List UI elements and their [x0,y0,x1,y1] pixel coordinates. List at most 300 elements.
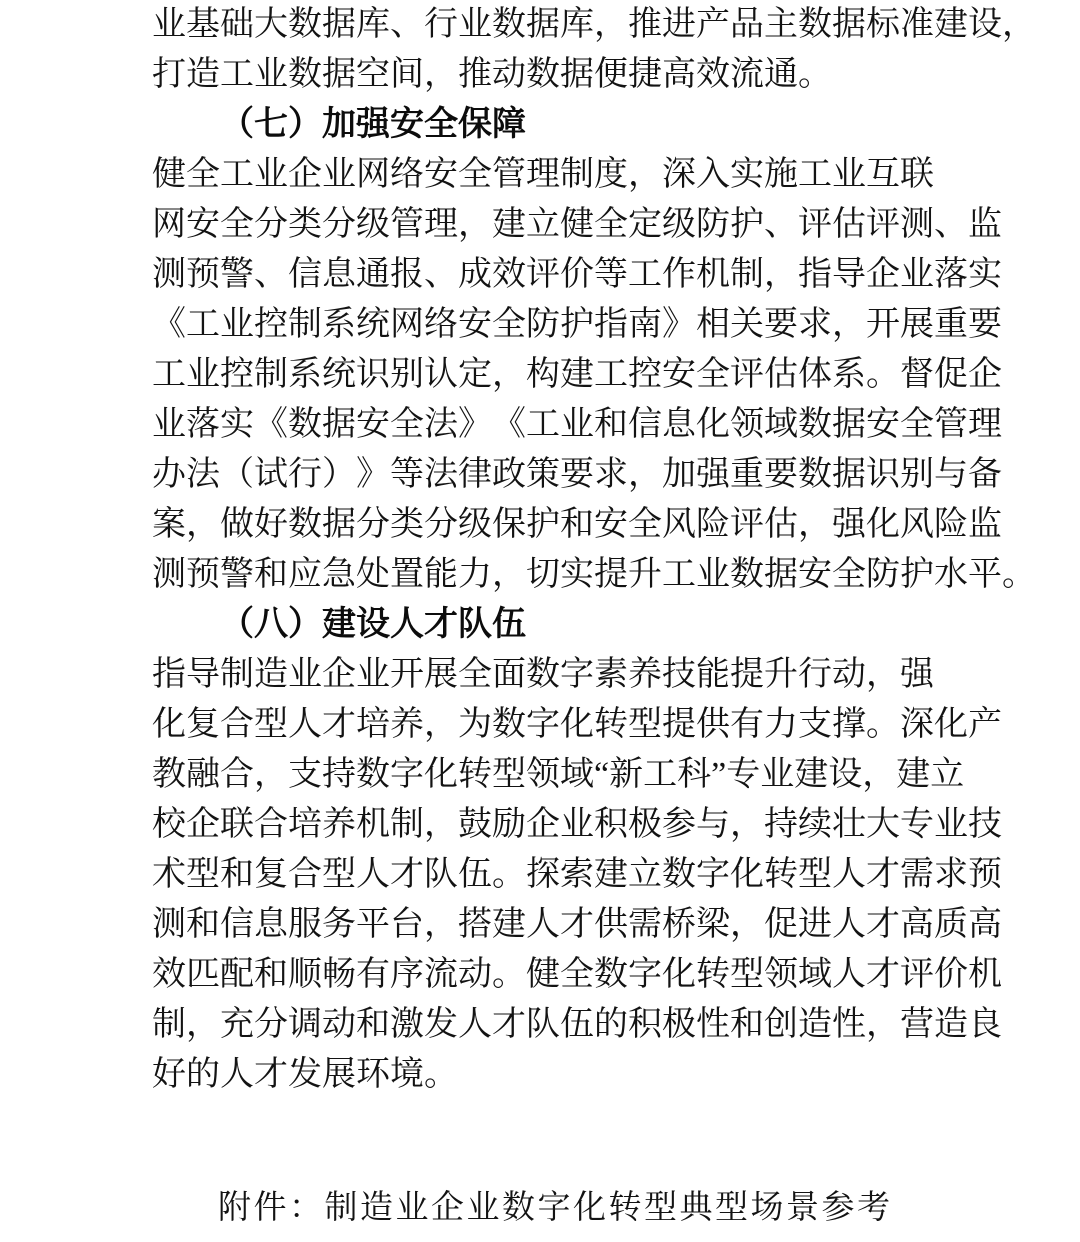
text-glyph: 建 [492,906,526,943]
text-glyph: 安 [424,156,458,193]
text-glyph: “ [594,756,610,793]
text-glyph: 制 [220,656,254,693]
text-glyph: 人 [832,906,866,943]
text-glyph: 提 [662,706,696,743]
text-glyph: 养 [628,656,662,693]
text-glyph: 信 [220,906,254,943]
text-glyph: 壮 [832,806,866,843]
text-glyph: 法 [186,456,220,493]
text-glyph: 策 [526,456,560,493]
text-glyph: 机 [968,956,1002,993]
text-glyph: 动 [458,956,492,993]
text-glyph: 相 [696,306,730,343]
text-glyph: 全 [458,656,492,693]
text-glyph: ， [730,906,764,943]
text-glyph: 机 [356,806,390,843]
text-glyph: 升 [764,656,798,693]
text-glyph: 领 [730,406,764,443]
text-glyph: ， [594,6,628,43]
text-glyph: 业 [288,656,322,693]
text-glyph: 业 [322,156,356,193]
text-glyph: 督 [900,356,934,393]
text-glyph: 评 [900,956,934,993]
text-glyph: 伍 [458,856,492,893]
text-glyph: 作 [662,256,696,293]
text-glyph: 息 [254,906,288,943]
text-glyph: 级 [356,206,390,243]
text-glyph: 化 [424,756,458,793]
text-glyph: 分 [322,206,356,243]
text-glyph: 效 [492,256,526,293]
text-glyph: 工 [628,256,662,293]
text-glyph: 专 [726,756,761,793]
text-glyph: 全 [186,156,220,193]
document-text-column [152,0,1036,1100]
text-glyph: 匹 [186,956,220,993]
text-glyph: 培 [356,706,390,743]
text-line [152,250,1002,300]
text-glyph: 监 [968,506,1002,543]
attachment-reference: 附件：制造业企业数字化转型典型场景参考 [218,1190,893,1226]
text-glyph: 务 [322,906,356,943]
text-glyph: 管 [934,406,968,443]
text-glyph: 数 [798,6,832,43]
text-glyph: 建 [594,856,628,893]
text-glyph: 才 [866,856,900,893]
paragraph-data-space-continued [152,0,1036,100]
text-glyph: 型 [492,756,526,793]
text-glyph: 工 [186,306,220,343]
text-glyph: 效 [152,956,186,993]
text-glyph: 才 [866,956,900,993]
text-glyph: 力 [764,706,798,743]
text-glyph: 络 [390,156,424,193]
text-glyph: 和 [560,506,594,543]
text-glyph: 、 [390,6,424,43]
text-glyph: 业 [900,256,934,293]
text-glyph: 和 [220,856,254,893]
text-glyph: 服 [288,906,322,943]
text-glyph: 队 [424,856,458,893]
text-glyph: 法 [424,406,458,443]
paragraph-talent [152,650,1002,1100]
text-glyph: 数 [798,406,832,443]
text-glyph: 别 [900,456,934,493]
text-glyph: 、 [424,256,458,293]
text-glyph: 据 [526,6,560,43]
text-glyph: 养 [322,806,356,843]
text-glyph: 类 [288,206,322,243]
text-glyph: 据 [322,406,356,443]
text-glyph: 落 [934,256,968,293]
text-glyph: 才 [390,856,424,893]
text-glyph: 健 [526,956,560,993]
text-glyph: 全 [696,356,730,393]
text-glyph: 高 [968,906,1002,943]
text-glyph: 开 [390,656,424,693]
text-glyph: 养 [390,706,424,743]
text-glyph: 字 [390,756,424,793]
text-glyph: 良 [968,1006,1002,1043]
text-line [152,0,1036,50]
text-glyph: 控 [220,356,254,393]
text-glyph: 和 [254,956,288,993]
text-line [152,150,934,200]
text-glyph: 认 [424,356,458,393]
text-glyph: 联 [220,806,254,843]
text-glyph: 有 [356,956,390,993]
text-glyph: 科 [677,756,712,793]
text-glyph: 专 [900,806,934,843]
text-glyph: ） [322,456,356,493]
text-glyph: 指 [798,256,832,293]
text-glyph: 统 [322,356,356,393]
text-glyph: 据 [832,456,866,493]
text-glyph: 全 [458,156,492,193]
section-heading-seven: （七）加强安全保障 [220,106,526,143]
text-line [152,350,1002,400]
text-glyph: 流 [424,956,458,993]
text-glyph: 》 [356,456,390,493]
text-glyph: 复 [254,856,288,893]
text-glyph: 素 [594,656,628,693]
section-heading-eight: （八）建设人才队伍 [220,606,526,643]
text-glyph: 数 [288,406,322,443]
text-line [152,700,1002,750]
text-glyph: 价 [934,956,968,993]
text-glyph: 评 [526,256,560,293]
text-glyph: 和 [186,906,220,943]
text-glyph: 转 [696,956,730,993]
text-glyph: 业 [186,356,220,393]
text-glyph: 序 [390,956,424,993]
text-glyph: 深 [900,706,934,743]
text-glyph: 化 [662,956,696,993]
text-glyph: 业 [560,806,594,843]
text-glyph: 保 [492,506,526,543]
text-glyph: 建 [492,206,526,243]
text-glyph: ， [492,356,526,393]
text-glyph: 施 [764,156,798,193]
text-glyph: 造 [798,1006,832,1043]
text-glyph: 励 [492,806,526,843]
text-glyph: 领 [764,956,798,993]
text-glyph: 工 [152,356,186,393]
text-line [152,400,1002,450]
text-glyph: 校 [152,806,186,843]
text-glyph: 重 [730,456,764,493]
text-glyph: 发 [424,1006,458,1043]
text-glyph: 准 [900,6,934,43]
text-glyph: 产 [968,706,1002,743]
text-glyph: ， [832,306,866,343]
text-glyph: ， [764,256,798,293]
text-glyph: 评 [730,506,764,543]
text-glyph: 、 [764,206,798,243]
text-glyph: 等 [390,456,424,493]
text-glyph: 型 [628,706,662,743]
text-line [152,200,1002,250]
text-glyph: 持 [322,756,356,793]
text-glyph: 畅 [322,956,356,993]
text-glyph: 需 [628,906,662,943]
text-glyph: 的 [594,1006,628,1043]
text-glyph: 识 [866,456,900,493]
text-glyph: 健 [152,156,186,193]
text-glyph: 安 [866,406,900,443]
text-glyph: 业 [220,306,254,343]
text-glyph: 型 [730,956,764,993]
text-glyph: 系 [288,356,322,393]
text-glyph: ， [628,156,662,193]
text-glyph: 教 [152,756,186,793]
text-glyph: 供 [594,906,628,943]
text-glyph: 全 [594,206,628,243]
text-glyph: 业 [760,756,795,793]
text-glyph: 估 [764,356,798,393]
text-glyph: 索 [560,856,594,893]
text-glyph: 加 [662,456,696,493]
text-glyph: 字 [526,706,560,743]
text-glyph: 等 [594,256,628,293]
text-glyph: 监 [968,206,1002,243]
text-glyph: 新 [609,756,644,793]
text-glyph: ， [1002,6,1036,43]
text-line [152,950,1002,1000]
text-glyph: 大 [254,6,288,43]
text-glyph: 转 [594,706,628,743]
text-glyph: 人 [526,906,560,943]
text-glyph: 和 [594,406,628,443]
text-glyph: 库 [560,6,594,43]
text-glyph: 预 [968,856,1002,893]
text-glyph: 求 [934,856,968,893]
text-glyph: 技 [968,806,1002,843]
text-glyph: 评 [798,206,832,243]
text-glyph: 。 [866,706,900,743]
text-glyph: 人 [288,706,322,743]
text-glyph: 梁 [696,906,730,943]
text-line [152,1000,1002,1050]
text-glyph: 测 [900,206,934,243]
text-glyph: 基 [186,6,220,43]
text-glyph: 管 [390,206,424,243]
text-glyph: 性 [696,1006,730,1043]
text-glyph: 鼓 [458,806,492,843]
text-glyph: 信 [628,406,662,443]
text-glyph: 数 [356,756,390,793]
text-glyph: 全 [220,206,254,243]
text-glyph: 人 [832,856,866,893]
text-glyph: 据 [322,6,356,43]
text-glyph: 进 [662,6,696,43]
text-glyph: 息 [662,406,696,443]
text-glyph: 主 [764,6,798,43]
text-glyph: 动 [832,656,866,693]
text-glyph: 安 [594,506,628,543]
text-line: 测预警和应急处置能力，切实提升工业数据安全防护水平。 [152,556,1036,593]
text-glyph: ， [862,756,897,793]
text-glyph: （ [220,456,254,493]
text-glyph: 分 [356,506,390,543]
text-glyph: 系 [832,356,866,393]
text-glyph: 化 [152,706,186,743]
text-glyph: 。 [866,356,900,393]
text-glyph: 需 [900,856,934,893]
text-glyph: 企 [288,156,322,193]
text-glyph: 术 [152,856,186,893]
text-glyph: 护 [526,506,560,543]
text-line [152,800,1002,850]
text-glyph: 《 [254,406,288,443]
text-glyph: 估 [764,506,798,543]
text-glyph: 性 [832,1006,866,1043]
text-glyph: 企 [866,256,900,293]
text-glyph: 通 [356,256,390,293]
text-glyph: ， [424,906,458,943]
text-glyph: 系 [322,306,356,343]
text-glyph: 护 [560,306,594,343]
text-glyph: 造 [934,1006,968,1043]
text-glyph: 指 [594,306,628,343]
text-glyph: ， [186,506,220,543]
text-glyph: ， [254,756,288,793]
text-glyph: 律 [458,456,492,493]
text-glyph: 导 [832,256,866,293]
text-glyph: 建 [560,356,594,393]
text-glyph: 数 [492,706,526,743]
text-glyph: 转 [764,856,798,893]
text-glyph: 制 [288,306,322,343]
text-glyph: 警 [220,256,254,293]
text-glyph: 探 [526,856,560,893]
text-glyph: 创 [764,1006,798,1043]
text-glyph: 支 [288,756,322,793]
text-line [152,750,965,800]
text-glyph: 政 [492,456,526,493]
text-glyph: 识 [356,356,390,393]
text-glyph: 调 [288,1006,322,1043]
text-glyph: 业 [560,406,594,443]
text-glyph: 营 [900,1006,934,1043]
text-glyph: 与 [934,456,968,493]
text-glyph: 建 [934,6,968,43]
text-glyph: 《 [152,306,186,343]
text-glyph: 供 [696,706,730,743]
text-glyph: 合 [254,806,288,843]
text-glyph: ， [424,706,458,743]
text-glyph: 实 [220,406,254,443]
text-line [152,650,934,700]
text-glyph: 开 [866,306,900,343]
text-glyph: 导 [186,656,220,693]
text-glyph: 险 [934,506,968,543]
text-glyph: 质 [934,906,968,943]
text-glyph: 强 [832,506,866,543]
text-glyph: 、 [254,256,288,293]
text-glyph: 。 [492,956,526,993]
text-glyph: 要 [560,456,594,493]
text-glyph: 立 [628,856,662,893]
text-glyph: 安 [356,406,390,443]
text-glyph: 型 [186,856,220,893]
text-glyph: 要 [764,456,798,493]
text-glyph: 型 [798,856,832,893]
text-glyph: 管 [492,156,526,193]
text-glyph: 估 [832,206,866,243]
text-glyph: 造 [254,656,288,693]
text-glyph: 库 [356,6,390,43]
text-glyph: 化 [934,706,968,743]
text-glyph: 息 [322,256,356,293]
text-glyph: 备 [968,456,1002,493]
text-glyph: 极 [628,806,662,843]
text-glyph: 案 [152,506,186,543]
text-glyph: 积 [628,1006,662,1043]
text-glyph: 信 [288,256,322,293]
text-glyph: 全 [900,406,934,443]
text-glyph: 数 [798,456,832,493]
text-glyph: 试 [254,456,288,493]
text-glyph: ， [458,206,492,243]
text-glyph: 参 [662,806,696,843]
text-glyph: 强 [900,656,934,693]
text-glyph: 全 [492,306,526,343]
text-glyph: 平 [356,906,390,943]
text-glyph: 建 [794,756,829,793]
text-glyph: 数 [594,956,628,993]
text-glyph: 面 [492,656,526,693]
text-glyph: 合 [220,706,254,743]
text-glyph: 建 [896,756,931,793]
text-glyph: 护 [730,206,764,243]
text-glyph: 行 [424,6,458,43]
text-glyph: 化 [696,406,730,443]
text-glyph: 字 [628,956,662,993]
text-glyph: 《 [492,406,526,443]
text-glyph: 健 [560,206,594,243]
text-glyph: 数 [288,6,322,43]
text-glyph: 企 [526,806,560,843]
text-glyph: 激 [390,1006,424,1043]
text-glyph: 人 [832,956,866,993]
text-glyph: 业 [254,156,288,193]
text-glyph: 要 [968,306,1002,343]
text-glyph: 定 [628,206,662,243]
text-glyph: 化 [730,856,764,893]
text-glyph: 培 [288,806,322,843]
text-glyph: 才 [560,906,594,943]
text-glyph: 控 [628,356,662,393]
text-glyph: 络 [424,306,458,343]
text-glyph: 业 [152,6,186,43]
text-glyph: 数 [288,506,322,543]
text-glyph: 制 [390,806,424,843]
text-glyph: 技 [662,656,696,693]
text-glyph: 才 [492,1006,526,1043]
text-glyph: 互 [866,156,900,193]
text-glyph: 深 [662,156,696,193]
text-glyph: 据 [322,506,356,543]
text-glyph: 体 [798,356,832,393]
text-glyph: 业 [458,6,492,43]
text-glyph: 好 [254,506,288,543]
text-glyph: 入 [696,156,730,193]
text-glyph: 化 [560,706,594,743]
text-glyph: 要 [764,306,798,343]
text-glyph: 重 [934,306,968,343]
text-glyph: 工 [798,156,832,193]
